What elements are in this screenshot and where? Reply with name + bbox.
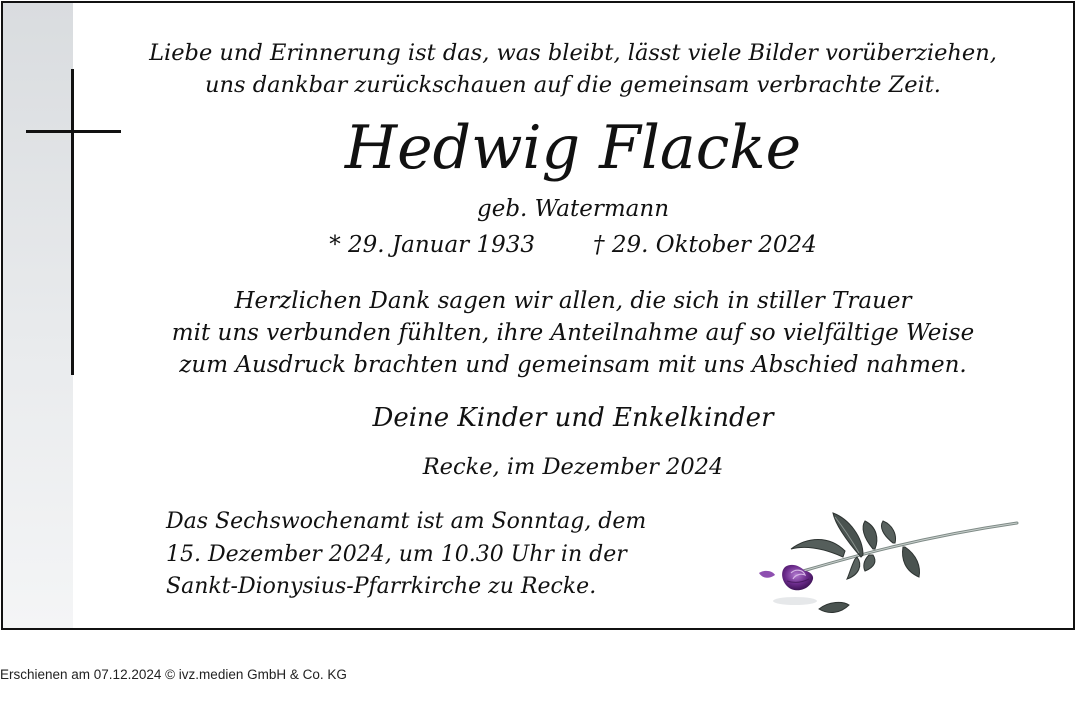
service-info: [166, 506, 646, 604]
rose-icon: [751, 509, 1019, 621]
thanks-line: zum Ausdruck brachten und gemeinsam mit uns Abschied nahmen.: [179, 352, 967, 378]
service-line: Das Sechswochenamt ist am Sonntag, dem: [166, 509, 647, 534]
birth-name: geb. Watermann: [476, 196, 670, 222]
service-line: 15. Dezember 2024, um 10.30 Uhr in der: [166, 541, 627, 567]
thanks-line: mit uns verbunden fühlten, ihre Anteilnahme auf so vielfältige Weise: [171, 320, 975, 346]
place-date: Recke, im Dezember 2024: [422, 454, 724, 480]
thanks-text: [73, 285, 1073, 381]
memorial-quote: [73, 37, 1073, 101]
life-dates: [73, 230, 1073, 260]
deceased-name: Hedwig Flacke: [344, 113, 802, 183]
obituary-notice: [1, 1, 1075, 630]
death-date: † 29. Oktober 2024: [593, 232, 817, 258]
side-band: [3, 3, 73, 628]
service-line: Sankt-Dionysius-Pfarrkirche zu Recke.: [166, 574, 597, 599]
quote-line: Liebe und Erinnerung ist das, was bleibt, lässt viele Bilder vorüberziehen,: [149, 40, 997, 66]
publication-footer: Erschienen am 07.12.2024 © ivz.medien GmbH & Co. KG: [0, 667, 347, 682]
quote-line: uns dankbar zurückschauen auf die gemeinsam verbrachte Zeit.: [205, 72, 941, 98]
birth-date: * 29. Januar 1933: [329, 232, 536, 258]
thanks-line: Herzlichen Dank sagen wir allen, die sich in stiller Trauer: [234, 288, 912, 314]
family-signature: Deine Kinder und Enkelkinder: [372, 403, 774, 433]
